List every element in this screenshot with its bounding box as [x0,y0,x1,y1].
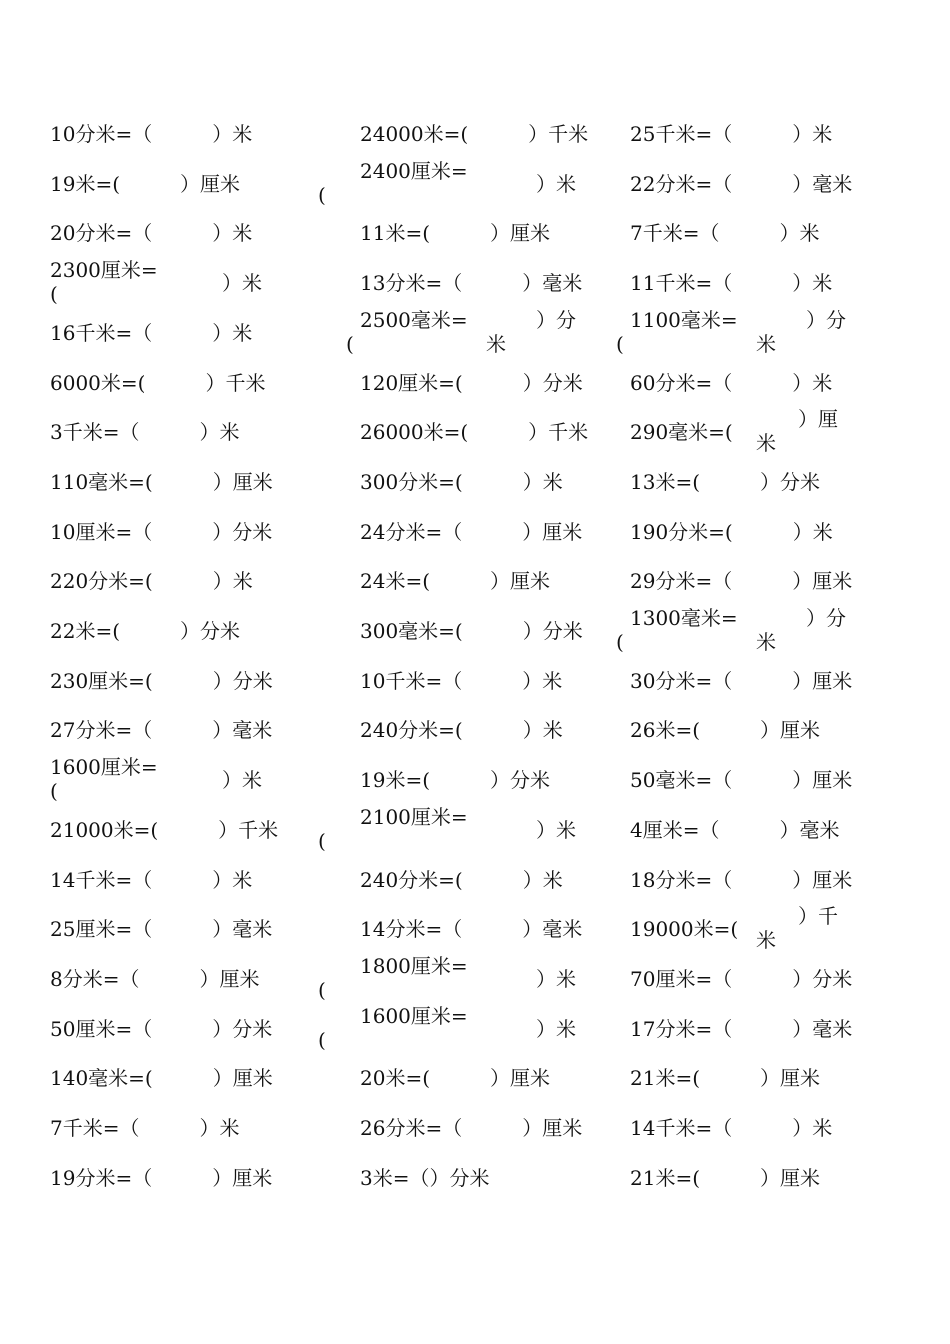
problem-text: ( [346,331,354,356]
problem-row [0,804,950,861]
problem-text: 140毫米=( ）厘米 [50,1066,273,1091]
problem-row [0,115,950,165]
problem-row [0,1059,950,1109]
conversion-problem [50,811,350,861]
problem-row [0,258,950,314]
problem-text: 1600厘米= [360,1003,468,1028]
conversion-problem [616,606,890,662]
problem-text: 13米=( ）分米 [630,469,821,494]
conversion-problem [630,1059,890,1109]
problem-text: 米 [756,630,776,654]
conversion-problem [50,960,350,1010]
problem-row [0,953,950,1010]
problem-text: ）千 [798,904,838,929]
conversion-problem [630,711,890,761]
problem-text: 13分米=（ ）毫米 [360,271,583,296]
problem-text: 24米=( ）厘米 [360,569,551,594]
problem-text: 300毫米=( ）分米 [360,619,583,643]
conversion-problem [630,811,890,861]
problem-row [0,463,950,513]
problem-text: ）米 [536,171,576,196]
problem-text: 20米=( ）厘米 [360,1066,551,1091]
problem-text: 19米=( ）分米 [360,768,551,793]
conversion-problem [50,165,350,215]
problem-text: 10分米=（ ）米 [50,122,253,146]
problem-text: ( [318,1027,326,1052]
conversion-problem [630,1010,890,1060]
conversion-problem [50,1010,350,1060]
problem-text: ）分 [806,307,846,332]
problem-row [0,1003,950,1060]
problem-row [0,158,950,215]
problem-text: ( [50,779,58,804]
problem-text: 22米=( ）分米 [50,619,241,643]
conversion-problem [50,364,350,414]
problem-text: 19分米=（ ）厘米 [50,1165,273,1190]
problem-text: ( [616,331,624,356]
conversion-problem [50,258,350,314]
conversion-problem [630,214,890,264]
problem-row [0,662,950,712]
problem-text: 190分米=( ）米 [630,519,833,544]
problem-text: ( [50,282,58,307]
conversion-problem [50,115,350,165]
problem-text: 24000米=( ）千米 [360,122,589,146]
problem-text: 14分米=（ ）毫米 [360,917,583,942]
problem-text: 3米=（）分米 [360,1165,490,1190]
conversion-problem [50,861,350,911]
problem-text: 70厘米=（ ）分米 [630,966,853,991]
problem-row [0,904,950,960]
problem-text: ( [318,828,326,853]
problem-text: ）米 [536,1016,576,1041]
conversion-problem [318,1003,620,1060]
problem-text: 29分米=（ ）厘米 [630,569,853,594]
problem-text: 2400厘米= [360,158,468,183]
problem-row [0,711,950,761]
problem-text: 30分米=（ ）厘米 [630,668,853,693]
conversion-problem [360,115,620,165]
problem-text: 11千米=（ ）米 [630,271,833,296]
problem-text: 3千米=（ ）米 [50,420,240,445]
problem-text: 120厘米=( ）分米 [360,370,583,395]
conversion-problem [360,761,620,811]
problem-text: 7千米=（ ）米 [630,221,820,246]
conversion-problem [50,513,350,563]
problem-text: 1100毫米= [630,307,738,332]
problem-text: 24分米=（ ）厘米 [360,519,583,544]
conversion-problem [50,1109,350,1159]
conversion-problem [50,662,350,712]
conversion-problem [50,314,350,364]
problem-text: 2500毫米= [360,307,468,332]
problem-text: ）分 [806,606,846,630]
conversion-problem [630,960,890,1010]
problem-row [0,562,950,612]
conversion-problem [318,158,620,215]
conversion-problem [630,165,890,215]
problem-row [0,513,950,563]
problem-row [0,755,950,811]
problem-text: 1300毫米= [630,606,738,630]
problem-text: 10厘米=（ ）分米 [50,519,273,544]
conversion-problem [630,407,890,463]
conversion-problem [630,904,890,960]
problem-text: 2300厘米= [50,258,158,283]
problem-text: 21000米=( ）千米 [50,817,279,842]
problem-text: 4厘米=（ ）毫米 [630,817,840,842]
problem-text: 1800厘米= [360,953,468,978]
problem-text: 2100厘米= [360,804,468,829]
problem-text: 米 [486,331,506,356]
conversion-problem [50,413,350,463]
conversion-problem [616,307,890,364]
conversion-problem [360,1059,620,1109]
problem-text: 7千米=（ ）米 [50,1116,240,1140]
conversion-problem [360,214,620,264]
conversion-problem [360,612,620,662]
conversion-problem [630,662,890,712]
conversion-problem [630,364,890,414]
conversion-problem [630,264,890,314]
problem-text: 50厘米=（ ）分米 [50,1016,273,1041]
problem-text: ( [318,977,326,1002]
conversion-problem [318,804,620,861]
problem-text: ）米 [222,271,262,296]
conversion-problem [360,364,620,414]
problem-text: 17分米=（ ）毫米 [630,1016,853,1041]
problem-text: 230厘米=( ）分米 [50,668,273,693]
conversion-problem [50,1159,350,1209]
conversion-problem [630,115,890,165]
problem-text: ）分 [536,307,576,332]
problem-row [0,1159,950,1209]
problem-text: 21米=( ）厘米 [630,1066,821,1091]
conversion-problem [360,413,620,463]
conversion-problem [50,463,350,513]
conversion-problem [360,1109,620,1159]
conversion-problem [360,562,620,612]
problem-text: 20分米=（ ）米 [50,221,253,246]
problem-text: 8分米=（ ）厘米 [50,966,260,991]
conversion-problem [50,1059,350,1109]
conversion-problem [360,910,620,960]
problem-text: 6000米=( ）千米 [50,370,266,395]
problem-row [0,364,950,414]
problem-text: 米 [756,928,776,953]
conversion-problem [630,761,890,811]
conversion-problem [360,1159,620,1209]
problem-row [0,606,950,662]
problem-text: 米 [756,431,776,456]
problem-text: 19米=( ）厘米 [50,171,241,196]
conversion-problem [630,513,890,563]
problem-text: 1600厘米= [50,755,158,780]
problem-row [0,214,950,264]
problem-text: 25千米=（ ）米 [630,122,833,146]
conversion-problem [360,264,620,314]
conversion-problem [50,711,350,761]
problem-text: 110毫米=( ）厘米 [50,469,273,494]
problem-text: 米 [756,331,776,356]
conversion-problem [630,562,890,612]
problem-text: 26000米=( ）千米 [360,420,589,445]
problem-text: 60分米=（ ）米 [630,370,833,395]
problem-row [0,861,950,911]
conversion-problem [360,711,620,761]
conversion-problem [50,755,350,811]
problem-text: ）米 [222,768,262,793]
conversion-problem [346,307,620,364]
conversion-problem [630,861,890,911]
conversion-problem [630,1109,890,1159]
problem-text: 290毫米=( [630,420,733,445]
problem-text: 240分米=( ）米 [360,867,563,892]
problem-text: ）米 [536,817,576,842]
problem-row [0,1109,950,1159]
conversion-problem [360,513,620,563]
problem-text: 18分米=（ ）厘米 [630,867,853,892]
conversion-problem [50,562,350,612]
problem-text: 220分米=( ）米 [50,569,253,594]
conversion-problem [318,953,620,1010]
conversion-problem [50,214,350,264]
problem-text: 26米=( ）厘米 [630,718,821,743]
problem-text: 25厘米=（ ）毫米 [50,917,273,942]
problem-text: 50毫米=（ ）厘米 [630,768,853,793]
problem-text: 26分米=（ ）厘米 [360,1116,583,1140]
conversion-problem [360,463,620,513]
conversion-problem [50,612,350,662]
problem-text: 11米=( ）厘米 [360,221,551,246]
conversion-problem [50,910,350,960]
problem-text: 16千米=（ ）米 [50,320,253,345]
conversion-problem [630,463,890,513]
problem-text: ( [318,182,326,207]
problem-row [0,307,950,364]
problem-text: 240分米=( ）米 [360,718,563,743]
problem-text: 14千米=（ ）米 [50,867,253,892]
conversion-problem [360,662,620,712]
problem-text: 19000米=( [630,917,739,942]
problem-text: 22分米=（ ）毫米 [630,171,853,196]
problem-text: ）厘 [798,407,838,432]
problem-text: ( [616,630,624,654]
problem-text: 10千米=（ ）米 [360,668,563,693]
problem-text: 27分米=（ ）毫米 [50,718,273,743]
problem-text: 300分米=( ）米 [360,469,563,494]
problem-text: ）米 [536,966,576,991]
problem-text: 14千米=（ ）米 [630,1116,833,1140]
conversion-problem [630,1159,890,1209]
problem-text: 21米=( ）厘米 [630,1165,821,1190]
conversion-problem [360,861,620,911]
problem-row [0,407,950,463]
